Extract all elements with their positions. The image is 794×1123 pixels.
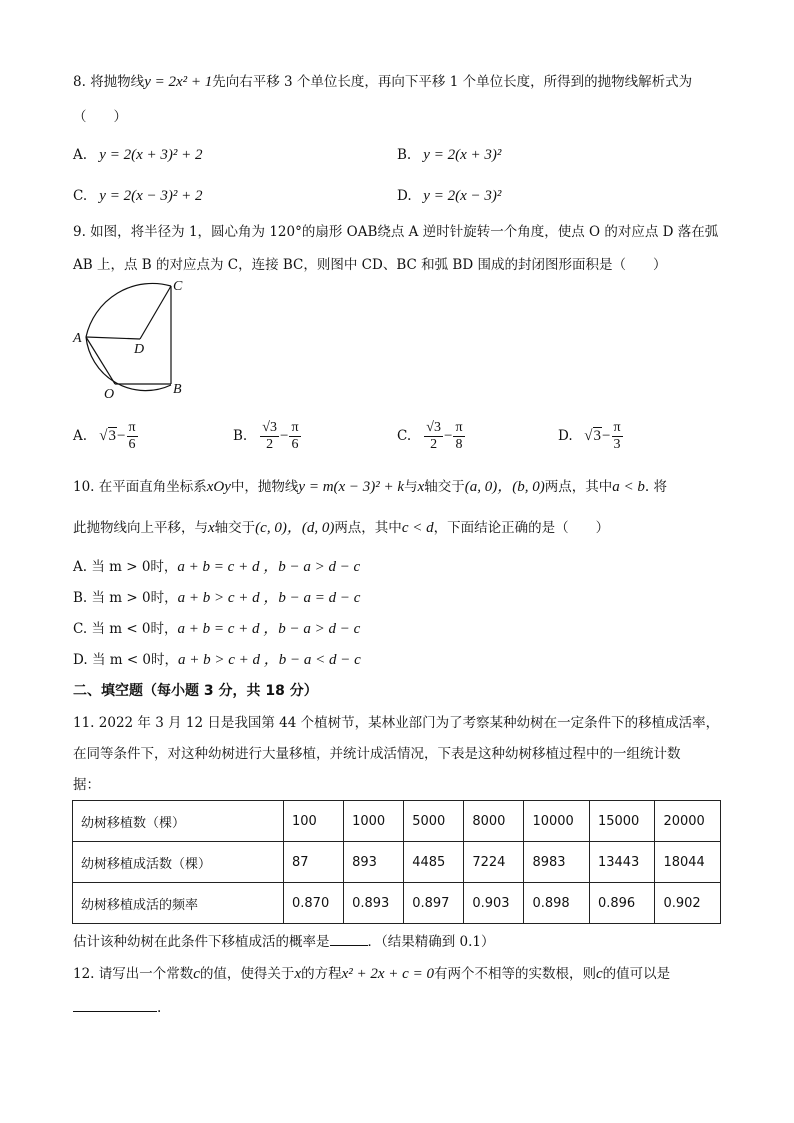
table-cell: 100: [284, 801, 344, 842]
q12-answer-line: [73, 998, 161, 1018]
table-cell: 7224: [464, 842, 524, 883]
q9-option-a-den: 6: [128, 437, 136, 452]
q8-option-a-expr: y = 2(x + 3)² + 2: [99, 147, 203, 163]
label-o: O: [104, 387, 115, 400]
table-cell: 20000: [655, 801, 721, 842]
table-cell: 4485: [404, 842, 464, 883]
q9-option-b-label: B.: [233, 428, 248, 444]
q10-option-c-cond: 当 m < 0时，: [91, 621, 178, 637]
label-a: A: [73, 331, 82, 346]
q10-points-cd: (c, 0)，(d, 0): [255, 520, 335, 536]
q10-option-c-expr: a + b = c + d ，b − a > d − c: [177, 621, 361, 637]
q10-option-d-expr: a + b > c + d ，b − a < d − c: [178, 652, 361, 668]
q12-end: .: [157, 1000, 162, 1016]
q10-option-a[interactable]: [73, 556, 360, 578]
q9-option-d[interactable]: [558, 420, 624, 453]
q10-option-a-label: A.: [73, 559, 88, 575]
table-row: [73, 801, 721, 842]
q9-option-b-num1: √3: [262, 420, 277, 435]
q9-option-a-label: A.: [73, 428, 88, 444]
q11-stem-line1: 11. 2022 年 3 月 12 日是我国第 44 个植树节，某林业部门为了考察某种幼树在一定条件下的移植成活率，: [73, 715, 720, 731]
q10-x2: x: [208, 520, 215, 536]
q8-option-c[interactable]: [73, 185, 202, 207]
q10-text-e: 两点，其中: [544, 479, 613, 495]
table-cell: 0.902: [655, 883, 721, 924]
q8-option-d-label: D.: [397, 188, 412, 204]
q9-option-b-frac2: [289, 420, 300, 453]
q10-x1: x: [417, 479, 425, 495]
q9-option-d-label: D.: [558, 428, 573, 444]
q10-text-c: 与: [404, 479, 418, 495]
q11-answer-blank[interactable]: [330, 945, 368, 946]
q9-option-c-num1: √3: [426, 420, 441, 435]
q9-option-c-op: −: [443, 428, 453, 444]
q10-stem-line1: [73, 477, 667, 497]
q10-option-d-label: D.: [73, 652, 88, 668]
q8-text-b: 先向右平移 3 个单位长度，再向下平移 1 个单位长度，所得到的抛物线解析式为: [212, 74, 693, 90]
q10-option-b-cond: 当 m > 0时，: [91, 590, 178, 606]
q10-option-b-label: B.: [73, 590, 88, 606]
q9-option-a-op: −: [117, 428, 126, 444]
q9-option-c-label: C.: [397, 428, 412, 444]
q8-text-a: 将抛物线: [90, 74, 145, 90]
arc-ab: [86, 337, 171, 391]
table-cell: 0.893: [344, 883, 404, 924]
q10-text-j: ，下面结论正确的是（ ）: [433, 520, 610, 536]
q12-text-e: 的值可以是: [602, 966, 671, 982]
q12-text-c: 的方程: [301, 966, 342, 982]
q8-option-a[interactable]: [73, 144, 202, 166]
table-cell: 15000: [589, 801, 655, 842]
q10-points-ab: (a, 0)，(b, 0): [464, 479, 545, 495]
segment-ad: [86, 337, 140, 339]
q9-option-b-frac1: [260, 420, 279, 453]
q10-cond-ab: a < b: [612, 479, 645, 495]
q11-stem-line2: 在同等条件下，对这种幼树进行大量移植，并统计成活情况，下表是这种幼树移植过程中的一组统计数: [73, 746, 681, 762]
q9-option-d-den: 3: [613, 437, 621, 452]
table-cell: 18044: [655, 842, 721, 883]
q9-option-a-sqrt: √3: [99, 428, 117, 444]
q10-option-a-cond: 当 m > 0时，: [91, 559, 178, 575]
q9-stem-line2: AB 上，点 B 的对应点为 C，连接 BC，则图中 CD、BC 和弧 BD 围成的封闭图形面积是（ ）: [73, 257, 667, 273]
q9-option-c[interactable]: [397, 420, 466, 453]
q10-stem-line2: [73, 518, 609, 538]
segment-ao: [86, 337, 115, 384]
q10-text-i: 两点，其中: [334, 520, 402, 536]
q10-text-a: 10. 在平面直角坐标系: [73, 479, 207, 495]
q9-option-c-frac1: [424, 420, 443, 453]
label-c: C: [173, 279, 183, 294]
q9-option-a-frac: [127, 420, 138, 453]
q10-option-d[interactable]: [73, 649, 361, 671]
q11-answer-line: [73, 932, 495, 952]
q9-option-b[interactable]: [233, 420, 302, 453]
q10-text-f: . 将: [644, 479, 667, 495]
q12-equation: x² + 2x + c = 0: [341, 966, 434, 982]
table-row: [73, 883, 721, 924]
q12-c1: c: [193, 966, 200, 982]
segment-dc: [140, 286, 171, 339]
q8-stem: [73, 72, 692, 92]
q10-text-d: 轴交于: [424, 479, 465, 495]
q9-option-b-den1: 2: [266, 437, 274, 452]
q10-text-b: 中，抛物线: [230, 479, 299, 495]
q11-after-a: 估计该种幼树在此条件下移植成活的概率是: [73, 934, 330, 950]
table-cell: 10000: [524, 801, 590, 842]
table-row: [73, 842, 721, 883]
q10-option-c-label: C.: [73, 621, 88, 637]
q9-stem-line1: 9. 如图，将半径为 1，圆心角为 120°的扇形 OAB绕点 A 逆时针旋转一个角度，使点 O 的对应点 D 落在弧: [73, 224, 719, 240]
section-title-fill-in: 二、填空题（每小题 3 分，共 18 分）: [73, 683, 318, 699]
q8-option-c-label: C.: [73, 188, 88, 204]
q10-option-a-expr: a + b = c + d ，b − a > d − c: [177, 559, 361, 575]
q9-option-c-den1: 2: [430, 437, 438, 452]
q8-option-b[interactable]: [397, 144, 501, 166]
q8-option-d[interactable]: [397, 185, 501, 207]
q9-option-a[interactable]: [73, 420, 139, 453]
q9-option-b-num: π: [291, 420, 299, 435]
q10-option-d-cond: 当 m < 0时，: [91, 652, 179, 668]
q9-option-d-sqrt: √3: [584, 428, 602, 444]
q9-option-d-radicand: 3: [593, 428, 602, 444]
table-cell: 893: [344, 842, 404, 883]
q9-option-b-den: 6: [291, 437, 299, 452]
q9-option-c-frac2: [453, 420, 464, 453]
q12-text-b: 的值，使得关于: [199, 966, 295, 982]
q10-option-b-expr: a + b > c + d ，b − a = d − c: [177, 590, 361, 606]
q11-data-table: [72, 800, 721, 924]
q9-option-d-num: π: [613, 420, 621, 435]
q9-option-c-den: 8: [455, 437, 463, 452]
table-cell: 0.898: [524, 883, 590, 924]
q11-after-b: ．（结果精确到 0.1）: [367, 934, 495, 950]
q10-cond-cd: c < d: [401, 520, 434, 536]
q10-option-c[interactable]: [73, 618, 360, 640]
q8-option-c-expr: y = 2(x − 3)² + 2: [99, 188, 203, 204]
q10-option-b[interactable]: [73, 587, 360, 609]
table-cell: 0.870: [284, 883, 344, 924]
table-row-header: 幼树移植数（棵）: [73, 801, 284, 842]
q8-formula: y = 2x² + 1: [144, 74, 213, 90]
q11-stem-line3: 据：: [73, 777, 100, 793]
q12-text-a: 12. 请写出一个常数: [73, 966, 194, 982]
q8-number: 8.: [73, 74, 86, 90]
q8-option-a-label: A.: [73, 147, 88, 163]
q9-option-a-radicand: 3: [108, 428, 117, 444]
q8-option-b-label: B.: [397, 147, 412, 163]
q9-option-b-op: −: [279, 428, 289, 444]
q9-option-d-op: −: [602, 428, 611, 444]
q8-option-b-expr: y = 2(x + 3)²: [423, 147, 502, 163]
q12-text-d: 有两个不相等的实数根，则: [433, 966, 596, 982]
table-cell: 0.896: [589, 883, 655, 924]
q9-option-a-num: π: [128, 420, 136, 435]
table-cell: 0.897: [404, 883, 464, 924]
table-cell: 5000: [404, 801, 464, 842]
q8-option-d-expr: y = 2(x − 3)²: [423, 188, 502, 204]
q9-option-c-num: π: [455, 420, 463, 435]
q9-option-d-frac: [612, 420, 623, 453]
table-cell: 0.903: [464, 883, 524, 924]
label-b: B: [173, 382, 182, 397]
q9-figure: [70, 276, 190, 400]
q10-formula: y = m(x − 3)² + k: [298, 479, 405, 495]
q12-answer-blank[interactable]: [73, 1011, 157, 1012]
arc-ac: [86, 283, 171, 337]
q12-c2: c: [595, 966, 603, 982]
q10-text-g: 此抛物线向上平移，与: [73, 520, 208, 536]
q10-text-h: 轴交于: [214, 520, 256, 536]
table-row-header: 幼树移植成活数（棵）: [73, 842, 284, 883]
table-row-header: 幼树移植成活的频率: [73, 883, 284, 924]
table-cell: 8000: [464, 801, 524, 842]
table-cell: 8983: [524, 842, 590, 883]
table-cell: 87: [284, 842, 344, 883]
q12-x: x: [294, 966, 302, 982]
table-cell: 13443: [589, 842, 655, 883]
label-d: D: [134, 342, 145, 357]
q8-paren: （ ）: [73, 109, 127, 125]
table-cell: 1000: [344, 801, 404, 842]
q12-stem: [73, 964, 670, 984]
q10-coord: xOy: [206, 479, 231, 495]
